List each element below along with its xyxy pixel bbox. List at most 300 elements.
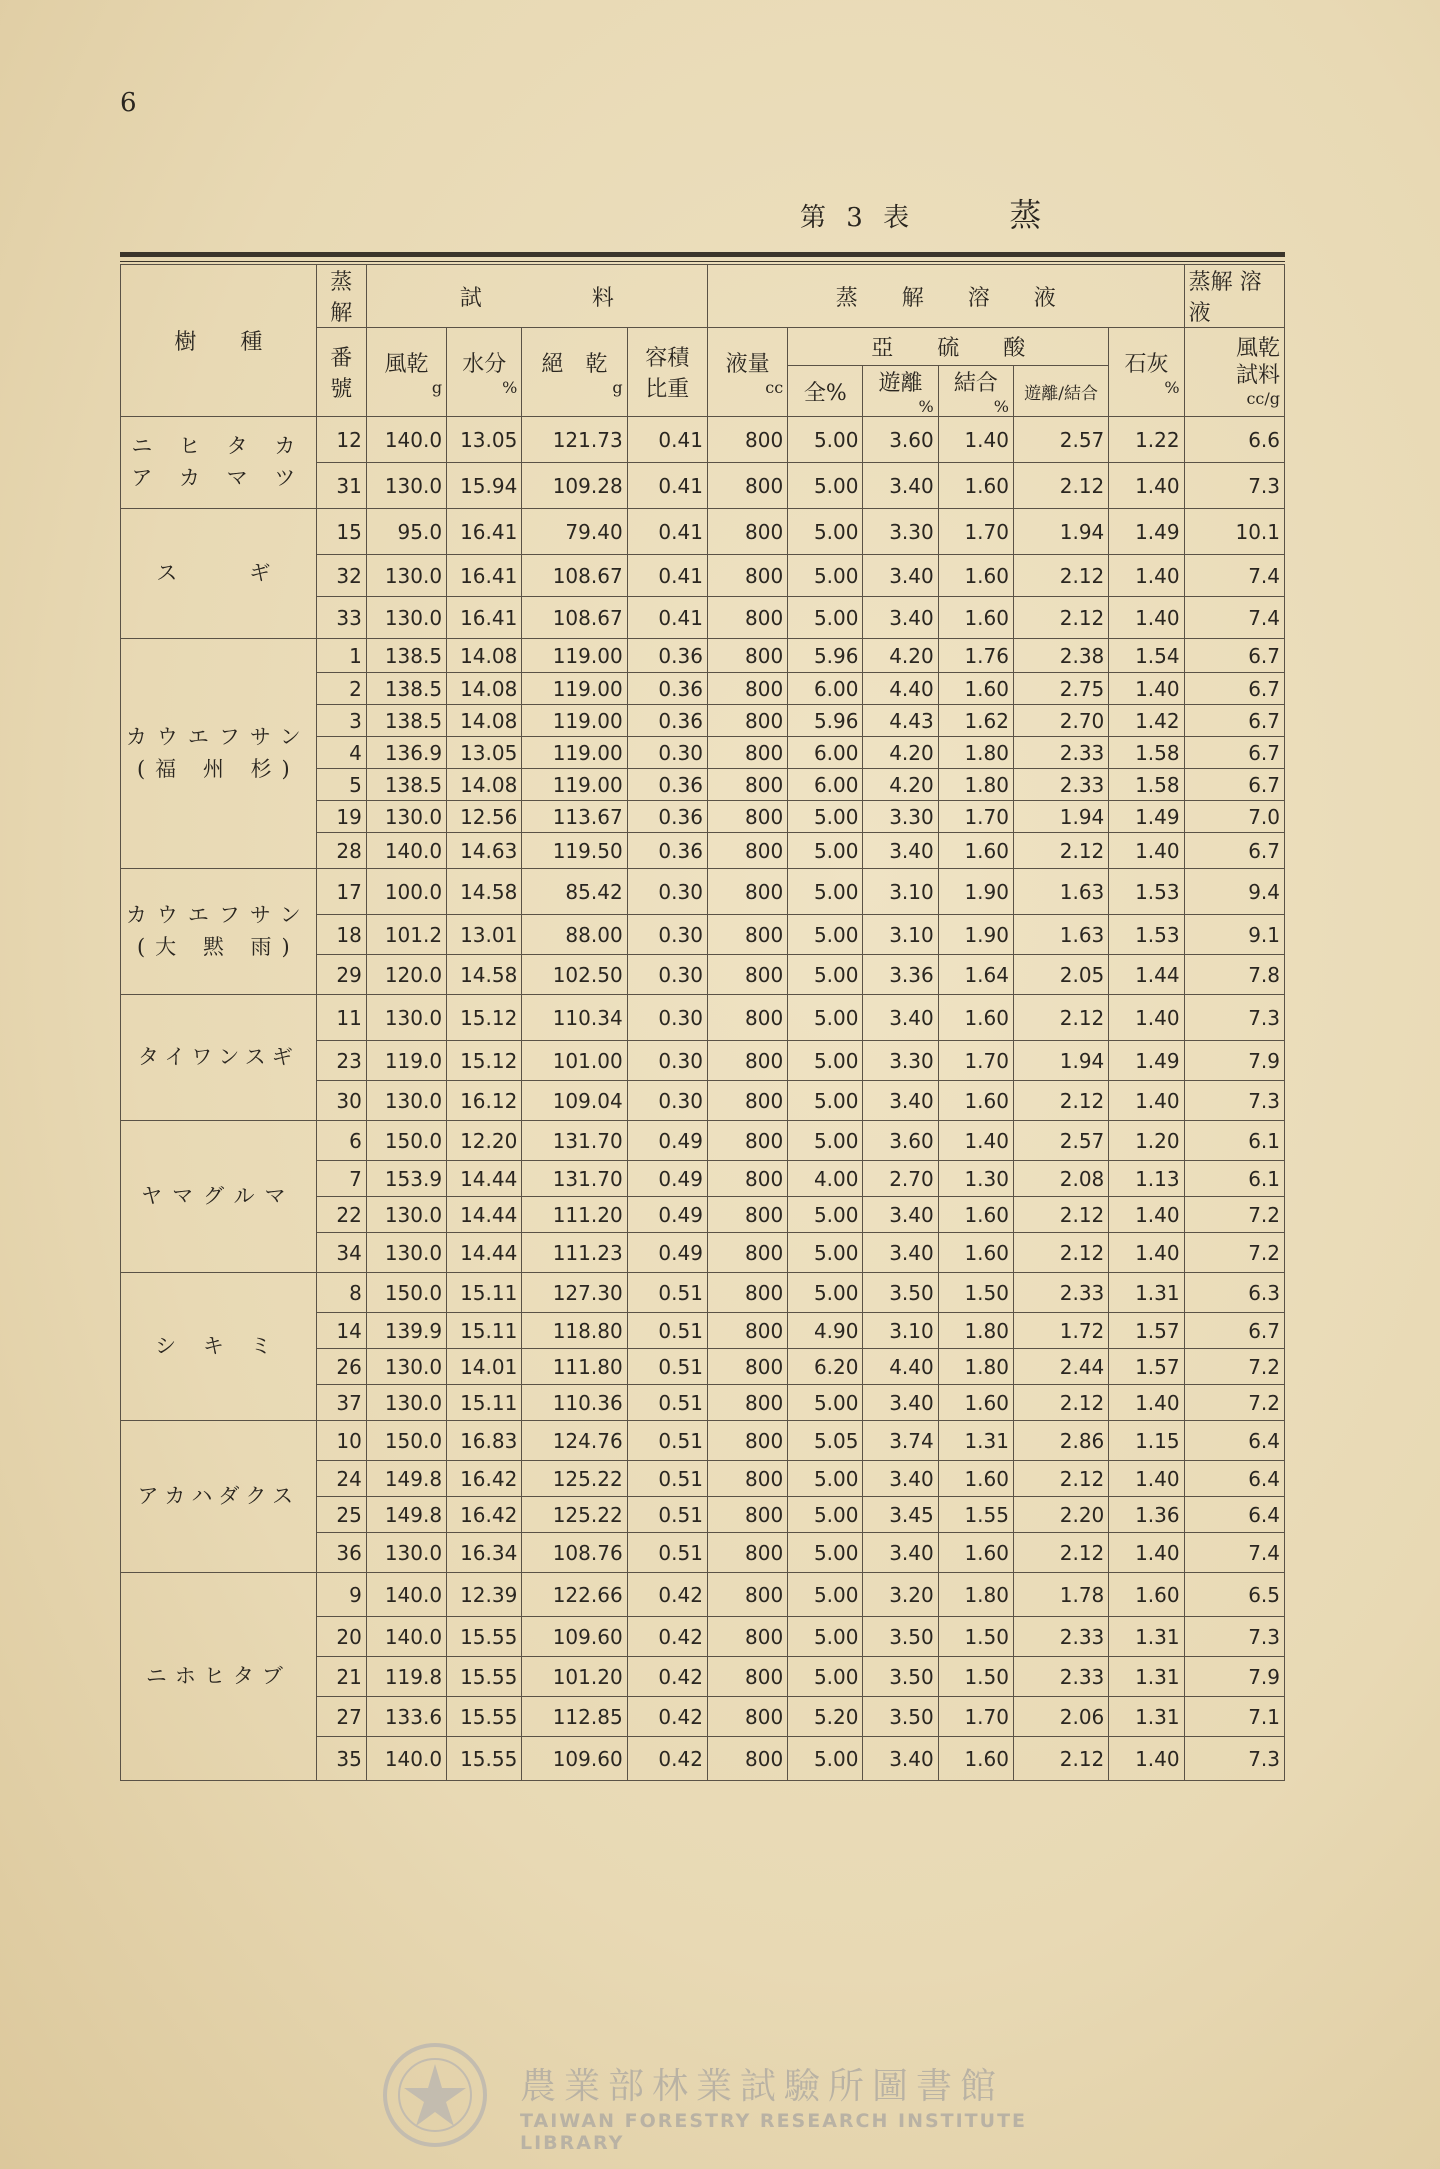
oven-dry: 101.00 xyxy=(522,1041,627,1081)
density: 0.36 xyxy=(627,673,707,705)
lime: 1.22 xyxy=(1109,417,1184,463)
volume: 800 xyxy=(707,1233,787,1273)
total-so2: 5.00 xyxy=(788,597,863,639)
volume: 800 xyxy=(707,1197,787,1233)
liquor-ratio: 7.2 xyxy=(1184,1233,1284,1273)
total-so2: 5.00 xyxy=(788,915,863,955)
header-lime-unit: % xyxy=(1164,378,1180,397)
free-combined-ratio: 2.75 xyxy=(1013,673,1108,705)
header-combined-unit: % xyxy=(993,397,1009,416)
total-so2: 5.00 xyxy=(788,1197,863,1233)
oven-dry: 108.67 xyxy=(522,555,627,597)
cook-no: 27 xyxy=(316,1697,366,1737)
density: 0.30 xyxy=(627,1081,707,1121)
free-so2: 3.50 xyxy=(863,1697,938,1737)
air-dry: 130.0 xyxy=(366,1533,446,1573)
header-moisture-label: 水分 xyxy=(462,352,507,377)
cook-no: 2 xyxy=(316,673,366,705)
header-cook-no-top: 蒸解 xyxy=(316,265,366,328)
free-so2: 4.43 xyxy=(863,705,938,737)
density: 0.42 xyxy=(627,1657,707,1697)
air-dry: 101.2 xyxy=(366,915,446,955)
air-dry: 153.9 xyxy=(366,1161,446,1197)
oven-dry: 119.50 xyxy=(522,833,627,869)
moisture: 16.41 xyxy=(447,597,522,639)
oven-dry: 124.76 xyxy=(522,1421,627,1461)
oven-dry: 110.36 xyxy=(522,1385,627,1421)
volume: 800 xyxy=(707,833,787,869)
density: 0.36 xyxy=(627,769,707,801)
oven-dry: 108.76 xyxy=(522,1533,627,1573)
header-ratio: 遊離/結合 xyxy=(1013,366,1108,417)
page-number: 6 xyxy=(120,88,137,118)
cook-no: 36 xyxy=(316,1533,366,1573)
density: 0.51 xyxy=(627,1497,707,1533)
species-cell: ニ ヒ タ カ ア カ マ ツ xyxy=(121,417,317,509)
moisture: 12.56 xyxy=(447,801,522,833)
air-dry: 140.0 xyxy=(366,1737,446,1781)
free-so2: 3.50 xyxy=(863,1657,938,1697)
cook-no: 8 xyxy=(316,1273,366,1313)
species-cell: タイワンスギ xyxy=(121,995,317,1121)
free-so2: 3.10 xyxy=(863,915,938,955)
cook-no: 7 xyxy=(316,1161,366,1197)
density: 0.41 xyxy=(627,463,707,509)
moisture: 15.55 xyxy=(447,1737,522,1781)
lime: 1.40 xyxy=(1109,1461,1184,1497)
total-so2: 5.00 xyxy=(788,995,863,1041)
air-dry: 133.6 xyxy=(366,1697,446,1737)
free-combined-ratio: 1.72 xyxy=(1013,1313,1108,1349)
liquor-ratio: 6.4 xyxy=(1184,1497,1284,1533)
header-liquor-group: 蒸 解 溶 液 xyxy=(707,265,1184,328)
free-combined-ratio: 1.63 xyxy=(1013,915,1108,955)
lime: 1.40 xyxy=(1109,555,1184,597)
cook-no: 12 xyxy=(316,417,366,463)
free-so2: 4.20 xyxy=(863,737,938,769)
liquor-ratio: 7.9 xyxy=(1184,1657,1284,1697)
moisture: 14.63 xyxy=(447,833,522,869)
free-so2: 3.10 xyxy=(863,1313,938,1349)
cook-no: 29 xyxy=(316,955,366,995)
header-air-dry xyxy=(366,328,446,417)
density: 0.42 xyxy=(627,1697,707,1737)
watermark-title: 農業部林業試驗所圖書館 xyxy=(520,2066,1005,2107)
liquor-ratio: 6.6 xyxy=(1184,417,1284,463)
density: 0.49 xyxy=(627,1233,707,1273)
free-combined-ratio: 2.12 xyxy=(1013,1081,1108,1121)
moisture: 14.08 xyxy=(447,673,522,705)
density: 0.41 xyxy=(627,597,707,639)
oven-dry: 110.34 xyxy=(522,995,627,1041)
oven-dry: 79.40 xyxy=(522,509,627,555)
oven-dry: 119.00 xyxy=(522,639,627,673)
header-liquor-ratio-top: 蒸解 溶液 xyxy=(1184,265,1284,328)
air-dry: 130.0 xyxy=(366,995,446,1041)
density: 0.49 xyxy=(627,1197,707,1233)
free-combined-ratio: 2.12 xyxy=(1013,597,1108,639)
cooking-data-table xyxy=(120,264,1285,1781)
combined-so2: 1.90 xyxy=(938,915,1013,955)
moisture: 12.39 xyxy=(447,1573,522,1617)
total-so2: 5.00 xyxy=(788,801,863,833)
oven-dry: 109.04 xyxy=(522,1081,627,1121)
free-combined-ratio: 2.57 xyxy=(1013,417,1108,463)
combined-so2: 1.80 xyxy=(938,1573,1013,1617)
lime: 1.53 xyxy=(1109,869,1184,915)
moisture: 14.08 xyxy=(447,705,522,737)
total-so2: 5.00 xyxy=(788,463,863,509)
free-combined-ratio: 2.57 xyxy=(1013,1121,1108,1161)
oven-dry: 122.66 xyxy=(522,1573,627,1617)
moisture: 14.08 xyxy=(447,639,522,673)
lime: 1.36 xyxy=(1109,1497,1184,1533)
combined-so2: 1.64 xyxy=(938,955,1013,995)
free-so2: 3.45 xyxy=(863,1497,938,1533)
density: 0.49 xyxy=(627,1161,707,1197)
moisture: 14.08 xyxy=(447,769,522,801)
density: 0.42 xyxy=(627,1573,707,1617)
liquor-ratio: 6.7 xyxy=(1184,673,1284,705)
air-dry: 130.0 xyxy=(366,1197,446,1233)
free-combined-ratio: 2.06 xyxy=(1013,1697,1108,1737)
total-so2: 4.90 xyxy=(788,1313,863,1349)
lime: 1.40 xyxy=(1109,1197,1184,1233)
total-so2: 6.20 xyxy=(788,1349,863,1385)
cook-no: 9 xyxy=(316,1573,366,1617)
free-so2: 3.40 xyxy=(863,1461,938,1497)
combined-so2: 1.80 xyxy=(938,737,1013,769)
liquor-ratio: 7.3 xyxy=(1184,1617,1284,1657)
free-combined-ratio: 2.12 xyxy=(1013,1385,1108,1421)
cook-no: 17 xyxy=(316,869,366,915)
air-dry: 130.0 xyxy=(366,1349,446,1385)
liquor-ratio: 7.2 xyxy=(1184,1349,1284,1385)
density: 0.42 xyxy=(627,1617,707,1657)
air-dry: 138.5 xyxy=(366,705,446,737)
air-dry: 119.8 xyxy=(366,1657,446,1697)
combined-so2: 1.55 xyxy=(938,1497,1013,1533)
total-so2: 4.00 xyxy=(788,1161,863,1197)
combined-so2: 1.60 xyxy=(938,1737,1013,1781)
free-so2: 3.60 xyxy=(863,417,938,463)
volume: 800 xyxy=(707,955,787,995)
free-so2: 3.36 xyxy=(863,955,938,995)
lime: 1.40 xyxy=(1109,597,1184,639)
volume: 800 xyxy=(707,1421,787,1461)
lime: 1.40 xyxy=(1109,1385,1184,1421)
volume: 800 xyxy=(707,463,787,509)
combined-so2: 1.60 xyxy=(938,1197,1013,1233)
density: 0.51 xyxy=(627,1385,707,1421)
free-so2: 3.20 xyxy=(863,1573,938,1617)
header-liquor-ratio-unit: cc/g xyxy=(1246,388,1280,408)
volume: 800 xyxy=(707,639,787,673)
cook-no: 18 xyxy=(316,915,366,955)
liquor-ratio: 7.4 xyxy=(1184,597,1284,639)
free-so2: 3.40 xyxy=(863,1197,938,1233)
volume: 800 xyxy=(707,1349,787,1385)
header-free-label: 遊離 xyxy=(878,371,923,396)
lime: 1.40 xyxy=(1109,1233,1184,1273)
header-combined xyxy=(938,366,1013,417)
header-moisture xyxy=(447,328,522,417)
header-total: 全% xyxy=(788,366,863,417)
free-combined-ratio: 2.05 xyxy=(1013,955,1108,995)
moisture: 16.42 xyxy=(447,1461,522,1497)
free-so2: 3.30 xyxy=(863,801,938,833)
density: 0.30 xyxy=(627,869,707,915)
liquor-ratio: 6.3 xyxy=(1184,1273,1284,1313)
moisture: 13.05 xyxy=(447,737,522,769)
density: 0.30 xyxy=(627,915,707,955)
total-so2: 5.00 xyxy=(788,1041,863,1081)
liquor-ratio: 7.2 xyxy=(1184,1197,1284,1233)
air-dry: 140.0 xyxy=(366,833,446,869)
lime: 1.40 xyxy=(1109,1737,1184,1781)
lime: 1.31 xyxy=(1109,1617,1184,1657)
free-so2: 3.10 xyxy=(863,869,938,915)
oven-dry: 113.67 xyxy=(522,801,627,833)
lime: 1.53 xyxy=(1109,915,1184,955)
density: 0.51 xyxy=(627,1313,707,1349)
total-so2: 5.00 xyxy=(788,1497,863,1533)
top-rule xyxy=(120,252,1285,257)
air-dry: 130.0 xyxy=(366,1233,446,1273)
liquor-ratio: 6.4 xyxy=(1184,1421,1284,1461)
free-combined-ratio: 2.33 xyxy=(1013,1617,1108,1657)
liquor-ratio: 6.7 xyxy=(1184,737,1284,769)
header-volume xyxy=(707,328,787,417)
liquor-ratio: 9.4 xyxy=(1184,869,1284,915)
header-oven-dry-label: 絕 乾 xyxy=(541,352,608,377)
density: 0.30 xyxy=(627,737,707,769)
moisture: 13.01 xyxy=(447,915,522,955)
table-body xyxy=(121,417,1285,1781)
air-dry: 119.0 xyxy=(366,1041,446,1081)
oven-dry: 111.20 xyxy=(522,1197,627,1233)
volume: 800 xyxy=(707,869,787,915)
volume: 800 xyxy=(707,1161,787,1197)
moisture: 14.58 xyxy=(447,869,522,915)
lime: 1.42 xyxy=(1109,705,1184,737)
oven-dry: 101.20 xyxy=(522,1657,627,1697)
density: 0.51 xyxy=(627,1533,707,1573)
moisture: 16.12 xyxy=(447,1081,522,1121)
total-so2: 5.00 xyxy=(788,1573,863,1617)
cook-no: 15 xyxy=(316,509,366,555)
air-dry: 138.5 xyxy=(366,769,446,801)
free-so2: 3.40 xyxy=(863,1533,938,1573)
free-combined-ratio: 2.12 xyxy=(1013,1737,1108,1781)
oven-dry: 125.22 xyxy=(522,1461,627,1497)
total-so2: 6.00 xyxy=(788,769,863,801)
lime: 1.54 xyxy=(1109,639,1184,673)
moisture: 14.58 xyxy=(447,955,522,995)
combined-so2: 1.80 xyxy=(938,769,1013,801)
air-dry: 150.0 xyxy=(366,1421,446,1461)
free-combined-ratio: 2.12 xyxy=(1013,995,1108,1041)
lime: 1.57 xyxy=(1109,1313,1184,1349)
total-so2: 5.96 xyxy=(788,639,863,673)
combined-so2: 1.70 xyxy=(938,1041,1013,1081)
combined-so2: 1.50 xyxy=(938,1657,1013,1697)
combined-so2: 1.60 xyxy=(938,1233,1013,1273)
moisture: 15.11 xyxy=(447,1313,522,1349)
liquor-ratio: 6.4 xyxy=(1184,1461,1284,1497)
combined-so2: 1.76 xyxy=(938,639,1013,673)
moisture: 14.44 xyxy=(447,1161,522,1197)
volume: 800 xyxy=(707,1081,787,1121)
moisture: 13.05 xyxy=(447,417,522,463)
lime: 1.40 xyxy=(1109,463,1184,509)
free-combined-ratio: 2.08 xyxy=(1013,1161,1108,1197)
free-combined-ratio: 2.12 xyxy=(1013,833,1108,869)
header-density: 容積 比重 xyxy=(627,328,707,417)
cook-no: 28 xyxy=(316,833,366,869)
moisture: 15.55 xyxy=(447,1657,522,1697)
combined-so2: 1.60 xyxy=(938,555,1013,597)
air-dry: 139.9 xyxy=(366,1313,446,1349)
moisture: 15.55 xyxy=(447,1697,522,1737)
oven-dry: 121.73 xyxy=(522,417,627,463)
total-so2: 5.00 xyxy=(788,1657,863,1697)
oven-dry: 125.22 xyxy=(522,1497,627,1533)
volume: 800 xyxy=(707,1657,787,1697)
liquor-ratio: 7.1 xyxy=(1184,1697,1284,1737)
total-so2: 5.00 xyxy=(788,1533,863,1573)
combined-so2: 1.50 xyxy=(938,1617,1013,1657)
cook-no: 6 xyxy=(316,1121,366,1161)
combined-so2: 1.90 xyxy=(938,869,1013,915)
cook-no: 19 xyxy=(316,801,366,833)
density: 0.30 xyxy=(627,995,707,1041)
oven-dry: 108.67 xyxy=(522,597,627,639)
total-so2: 5.20 xyxy=(788,1697,863,1737)
moisture: 15.11 xyxy=(447,1385,522,1421)
cook-no: 30 xyxy=(316,1081,366,1121)
lime: 1.57 xyxy=(1109,1349,1184,1385)
free-combined-ratio: 2.33 xyxy=(1013,737,1108,769)
moisture: 16.42 xyxy=(447,1497,522,1533)
species-cell: カウエフサン (大 黙 雨) xyxy=(121,869,317,995)
header-oven-dry xyxy=(522,328,627,417)
combined-so2: 1.60 xyxy=(938,1533,1013,1573)
volume: 800 xyxy=(707,1041,787,1081)
free-so2: 3.40 xyxy=(863,1385,938,1421)
combined-so2: 1.70 xyxy=(938,509,1013,555)
header-liquor-ratio-bottom xyxy=(1184,328,1284,417)
oven-dry: 119.00 xyxy=(522,705,627,737)
volume: 800 xyxy=(707,673,787,705)
header-air-dry-label: 風乾 xyxy=(384,352,429,377)
total-so2: 5.00 xyxy=(788,1617,863,1657)
volume: 800 xyxy=(707,1273,787,1313)
volume: 800 xyxy=(707,737,787,769)
cook-no: 37 xyxy=(316,1385,366,1421)
cook-no: 3 xyxy=(316,705,366,737)
lime: 1.31 xyxy=(1109,1273,1184,1313)
density: 0.36 xyxy=(627,705,707,737)
total-so2: 5.05 xyxy=(788,1421,863,1461)
free-combined-ratio: 2.70 xyxy=(1013,705,1108,737)
header-oven-dry-unit: g xyxy=(612,378,623,397)
combined-so2: 1.60 xyxy=(938,597,1013,639)
combined-so2: 1.60 xyxy=(938,673,1013,705)
lime: 1.58 xyxy=(1109,737,1184,769)
free-so2: 3.50 xyxy=(863,1273,938,1313)
oven-dry: 111.23 xyxy=(522,1233,627,1273)
table-subject: 蒸 xyxy=(1009,196,1048,234)
combined-so2: 1.70 xyxy=(938,1697,1013,1737)
moisture: 16.83 xyxy=(447,1421,522,1461)
oven-dry: 88.00 xyxy=(522,915,627,955)
air-dry: 149.8 xyxy=(366,1497,446,1533)
moisture: 14.44 xyxy=(447,1233,522,1273)
free-so2: 3.40 xyxy=(863,1737,938,1781)
lime: 1.44 xyxy=(1109,955,1184,995)
volume: 800 xyxy=(707,1121,787,1161)
lime: 1.20 xyxy=(1109,1121,1184,1161)
oven-dry: 119.00 xyxy=(522,769,627,801)
header-sample-group: 試 料 xyxy=(366,265,707,328)
air-dry: 130.0 xyxy=(366,597,446,639)
total-so2: 5.00 xyxy=(788,869,863,915)
volume: 800 xyxy=(707,1533,787,1573)
volume: 800 xyxy=(707,995,787,1041)
free-so2: 4.20 xyxy=(863,639,938,673)
oven-dry: 119.00 xyxy=(522,737,627,769)
combined-so2: 1.80 xyxy=(938,1313,1013,1349)
air-dry: 100.0 xyxy=(366,869,446,915)
volume: 800 xyxy=(707,705,787,737)
total-so2: 6.00 xyxy=(788,737,863,769)
liquor-ratio: 6.1 xyxy=(1184,1121,1284,1161)
lime: 1.31 xyxy=(1109,1697,1184,1737)
density: 0.41 xyxy=(627,417,707,463)
lime: 1.40 xyxy=(1109,995,1184,1041)
lime: 1.58 xyxy=(1109,769,1184,801)
free-combined-ratio: 2.86 xyxy=(1013,1421,1108,1461)
total-so2: 5.00 xyxy=(788,555,863,597)
moisture: 14.01 xyxy=(447,1349,522,1385)
free-so2: 3.50 xyxy=(863,1617,938,1657)
oven-dry: 131.70 xyxy=(522,1121,627,1161)
free-so2: 3.30 xyxy=(863,509,938,555)
air-dry: 130.0 xyxy=(366,1385,446,1421)
combined-so2: 1.30 xyxy=(938,1161,1013,1197)
combined-so2: 1.50 xyxy=(938,1273,1013,1313)
free-combined-ratio: 1.94 xyxy=(1013,1041,1108,1081)
total-so2: 5.00 xyxy=(788,1461,863,1497)
free-so2: 3.40 xyxy=(863,1081,938,1121)
header-lime xyxy=(1109,328,1184,417)
header-so2-group: 亞 硫 酸 xyxy=(788,328,1109,366)
lime: 1.40 xyxy=(1109,1533,1184,1573)
free-combined-ratio: 1.94 xyxy=(1013,509,1108,555)
total-so2: 5.00 xyxy=(788,1233,863,1273)
free-so2: 3.40 xyxy=(863,1233,938,1273)
volume: 800 xyxy=(707,1497,787,1533)
cook-no: 22 xyxy=(316,1197,366,1233)
moisture: 15.12 xyxy=(447,995,522,1041)
moisture: 15.11 xyxy=(447,1273,522,1313)
air-dry: 138.5 xyxy=(366,673,446,705)
header-free xyxy=(863,366,938,417)
combined-so2: 1.60 xyxy=(938,1081,1013,1121)
free-combined-ratio: 1.94 xyxy=(1013,801,1108,833)
free-so2: 3.40 xyxy=(863,995,938,1041)
